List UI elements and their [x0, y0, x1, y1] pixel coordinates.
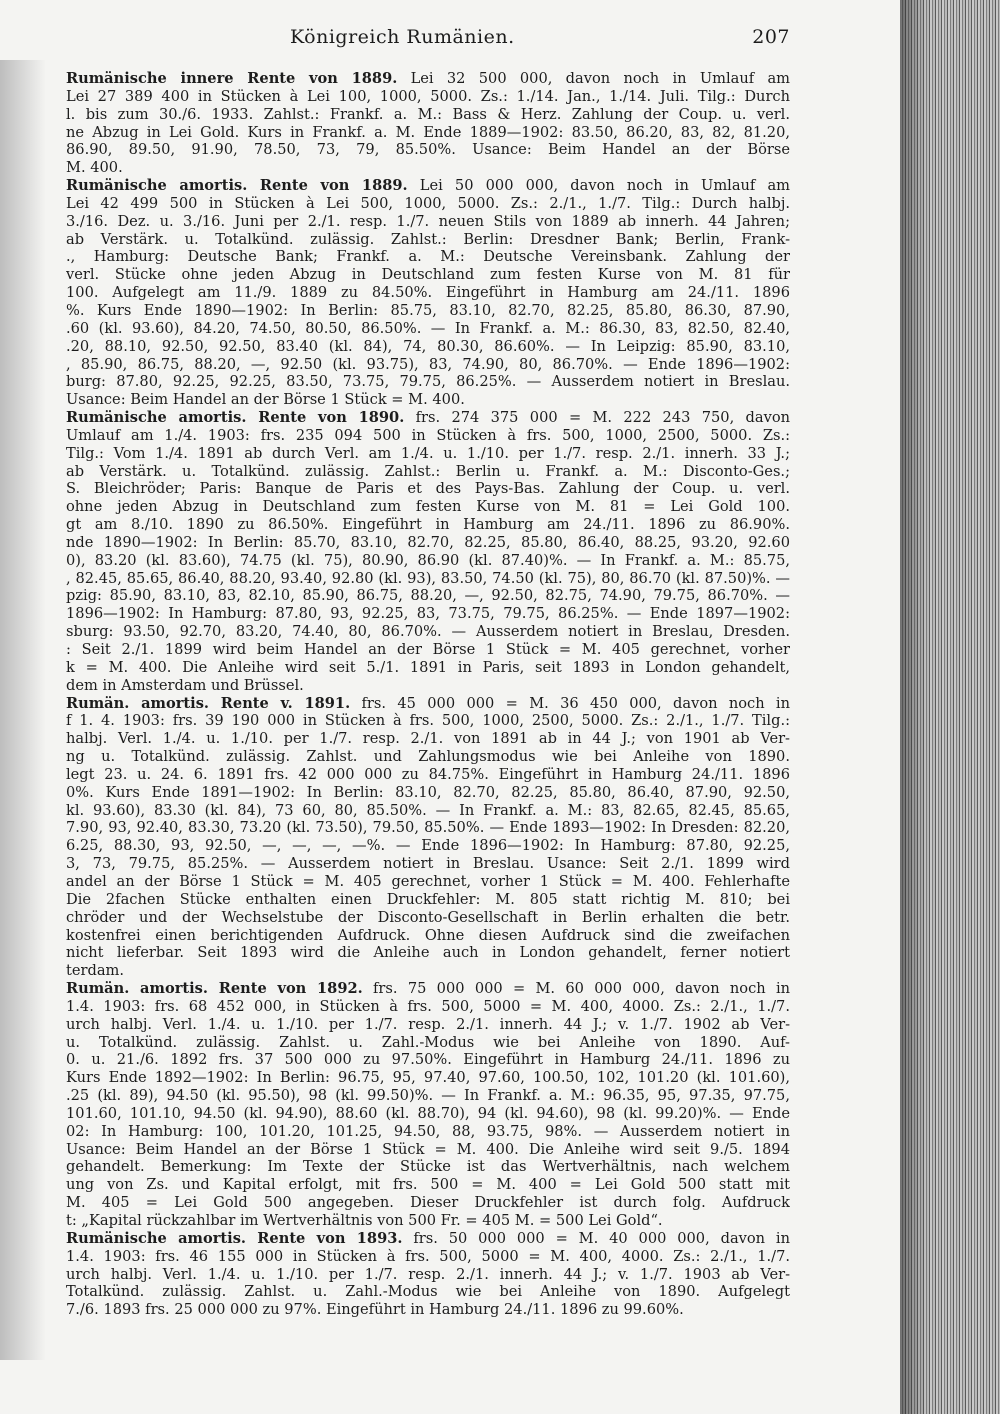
entry-text-line: 02: In Hamburg: 100, 101.20, 101.25, 94.50, 88, 93.75, 98%. — Ausserdem notiert in [66, 1122, 790, 1140]
entry-text-line: urch halbj. Verl. 1./4. u. 1./10. per 1./7. resp. 2./1. innerh. 44 J.; v. 1./7. 1903 ab Ver- [66, 1265, 790, 1283]
entry-text-line: 101.60, 101.10, 94.50 (kl. 94.90), 88.60 (kl. 88.70), 94 (kl. 94.60), 98 (kl. 99.20)%. — Ende [66, 1104, 790, 1122]
entry-text: Lei 32 500 000, davon noch in Umlauf am [410, 70, 790, 87]
page-number: 207 [752, 26, 790, 48]
entry-text-line: l. bis zum 30./6. 1933. Zahlst.: Frankf. a. M.: Bass & Herz. Zahlung der Coup. u. verl. [66, 105, 790, 123]
entry-text-line: ohne jeden Abzug in Deutschland zum festen Kurse von M. 81 = Lei Gold 100. [66, 498, 790, 516]
entry-text-line: 7./6. 1893 frs. 25 000 000 zu 97%. Eingeführt in Hamburg 24./11. 1896 zu 99.60%. [66, 1301, 684, 1319]
entry-text-line: 0), 83.20 (kl. 83.60), 74.75 (kl. 75), 80.90, 86.90 (kl. 87.40)%. — In Frankf. a. M.: 85.75, [66, 551, 790, 569]
entry-text-line: .60 (kl. 93.60), 84.20, 74.50, 80.50, 86.50%. — In Frankf. a. M.: 86.30, 83, 82.50, 82.40, [66, 319, 790, 337]
entry-heading: Rumänische amortis. Rente von 1893. [66, 1229, 403, 1247]
entry-text-line: ab Verstärk. u. Totalkünd. zulässig. Zahlst.: Berlin u. Frankf. a. M.: Disconto-Ges.; [66, 462, 790, 480]
entry-text-line: : Seit 2./1. 1899 wird beim Handel an der Börse 1 Stück = M. 405 gerechnet, vorher [66, 641, 790, 658]
entry-text-line: M. 405 = Lei Gold 500 angegeben. Dieser Druckfehler ist durch folg. Aufdruck [66, 1194, 790, 1212]
bond-entry [66, 1230, 790, 1319]
entry-text-line: sburg: 93.50, 92.70, 83.20, 74.40, 80, 86.70%. — Ausserdem notiert in Breslau, Dresden. [66, 623, 790, 641]
entry-text-line: terdam. [66, 962, 124, 980]
entry-text-line: u. Totalkünd. zulässig. Zahlst. u. Zahl.-Modus wie bei Anleihe von 1890. Auf- [66, 1033, 790, 1051]
entry-text-line: t: „Kapital rückzahlbar im Wertverhältnis von 500 Fr. = 405 M. = 500 Lei Gold“. [66, 1212, 663, 1229]
entry-text-line: 1896—1902: In Hamburg: 87.80, 93, 92.25, 83, 73.75, 79.75, 86.25%. — Ende 1897—1902: [66, 605, 790, 623]
entry-text-line: Usance: Beim Handel an der Börse 1 Stück = M. 400. Die Anleihe wird seit 9./5. 1894 [66, 1140, 790, 1158]
running-title: Königreich Rumänien. [290, 26, 515, 48]
entry-heading: Rumänische amortis. Rente von 1890. [66, 409, 405, 427]
entry-heading: Rumänische innere Rente von 1889. [66, 70, 398, 87]
entry-text-line: k = M. 400. Die Anleihe wird seit 5./1. 1891 in Paris, seit 1893 in London gehandelt, [66, 658, 790, 676]
entry-text-line: chröder und der Wechselstube der Disconto-Gesellschaft in Berlin erhalten die betr. [66, 908, 790, 926]
entry-text-line: Usance: Beim Handel an der Börse 1 Stück = M. 400. [66, 391, 465, 409]
entry-text-line: halbj. Verl. 1./4. u. 1./10. per 1./7. resp. 2./1. von 1891 ab in 44 J.; von 1901 ab Ver- [66, 730, 790, 748]
entry-text-line: 0. u. 21./6. 1892 frs. 37 500 000 zu 97.50%. Eingeführt in Hamburg 24./11. 1896 zu [66, 1051, 790, 1069]
entry-text-line: , 85.90, 86.75, 88.20, —, 92.50 (kl. 93.75), 83, 74.90, 80, 86.70%. — Ende 1896—1902: [66, 355, 790, 373]
entry-text-line: kl. 93.60), 83.30 (kl. 84), 73 60, 80, 85.50%. — In Frankf. a. M.: 83, 82.65, 82.45, 85.65, [66, 801, 790, 819]
entry-text-line: gehandelt. Bemerkung: Im Texte der Stücke ist das Wertverhältnis, nach welchem [66, 1158, 790, 1176]
entry-text-line: Totalkünd. zulässig. Zahlst. u. Zahl.-Modus wie bei Anleihe von 1890. Aufgelegt [66, 1283, 790, 1301]
entry-text-line: 1.4. 1903: frs. 46 155 000 in Stücken à frs. 500, 5000 = M. 400, 4000. Zs.: 2./1., 1./7. [66, 1247, 790, 1265]
entry-text: frs. 45 000 000 = M. 36 450 000, davon noch in [361, 694, 790, 712]
page-body [66, 70, 790, 1319]
entry-text-line: Tilg.: Vom 1./4. 1891 ab durch Verl. am 1./4. u. 1./10. per 1./7. resp. 2./1. innerh. 33 J.; [66, 444, 790, 462]
entry-text-line: 0%. Kurs Ende 1891—1902: In Berlin: 83.10, 82.70, 82.25, 85.80, 86.40, 87.90, 92.50, [66, 783, 790, 801]
binding-gutter-shadow [0, 60, 46, 1360]
entry-text-line: verl. Stücke ohne jeden Abzug in Deutschland zum festen Kurse von M. 81 für [66, 266, 790, 284]
entry-first-line [66, 177, 790, 195]
entry-text-line: 1.4. 1903: frs. 68 452 000, in Stücken à frs. 500, 5000 = M. 400, 4000. Zs.: 2./1., 1./7. [66, 997, 790, 1015]
entry-heading: Rumän. amortis. Rente v. 1891. [66, 694, 351, 712]
entry-heading: Rumänische amortis. Rente von 1889. [66, 177, 408, 195]
entry-text-line: burg: 87.80, 92.25, 92.25, 83.50, 73.75, 79.75, 86.25%. — Ausserdem notiert in Breslau. [66, 373, 790, 391]
entry-text-line: gt am 8./10. 1890 zu 86.50%. Eingeführt in Hamburg am 24./11. 1896 zu 86.90%. [66, 516, 790, 534]
entry-text-line: nicht lieferbar. Seit 1893 wird die Anleihe auch in London gehandelt, ferner notiert [66, 944, 790, 962]
entry-text-line: M. 400. [66, 159, 123, 177]
entry-text-line: Kurs Ende 1892—1902: In Berlin: 96.75, 95, 97.40, 97.60, 100.50, 102, 101.20 (kl. 101.60), [66, 1069, 790, 1087]
entry-text-line: 100. Aufgelegt am 11./9. 1889 zu 84.50%. Eingeführt in Hamburg am 24./11. 1896 [66, 284, 790, 302]
bond-entry [66, 70, 790, 177]
entry-text-line: f 1. 4. 1903: frs. 39 190 000 in Stücken à frs. 500, 1000, 2500, 5000. Zs.: 2./1., 1./7. Tilg.: [66, 712, 790, 730]
entry-text-line: S. Bleichröder; Paris: Banque de Paris et des Pays-Bas. Zahlung der Coup. u. verl. [66, 480, 790, 498]
entry-text-line: , 82.45, 85.65, 86.40, 88.20, 93.40, 92.80 (kl. 93), 83.50, 74.50 (kl. 75), 80, 86.70 (kl. 87.50)%. — [66, 569, 790, 587]
bond-entry [66, 980, 790, 1230]
entry-text-line: Die 2fachen Stücke enthalten einen Druckfehler: M. 805 statt richtig M. 810; bei [66, 890, 790, 908]
entry-text: frs. 274 375 000 = M. 222 243 750, davon [415, 409, 790, 427]
entry-text: frs. 50 000 000 = M. 40 000 000, davon in [413, 1229, 790, 1247]
entry-text-line: ne Abzug in Lei Gold. Kurs in Frankf. a. M. Ende 1889—1902: 83.50, 86.20, 83, 82, 81.20, [66, 123, 790, 141]
entry-text-line: kostenfrei einen berichtigenden Aufdruck. Ohne diesen Aufdruck sind die zweifachen [66, 926, 790, 944]
entry-text-line: 3./16. Dez. u. 3./16. Juni per 2./1. resp. 1./7. neuen Stils von 1889 ab innerh. 44 Jahren; [66, 212, 790, 230]
entry-text-line: .20, 88.10, 92.50, 92.50, 83.40 (kl. 84), 74, 80.30, 86.60%. — In Leipzig: 85.90, 83.10, [66, 337, 790, 355]
entry-text-line: 3, 73, 79.75, 85.25%. — Ausserdem notiert in Breslau. Usance: Seit 2./1. 1899 wird [66, 855, 790, 873]
entry-text-line: andel an der Börse 1 Stück = M. 405 gerechnet, vorher 1 Stück = M. 400. Fehlerhafte [66, 872, 790, 890]
entry-text-line: 86.90, 89.50, 91.90, 78.50, 73, 79, 85.50%. Usance: Beim Handel an der Börse [66, 141, 790, 159]
entry-text-line: Lei 42 499 500 in Stücken à Lei 500, 1000, 5000. Zs.: 2./1., 1./7. Tilg.: Durch halbj. [66, 194, 790, 212]
entry-first-line [66, 70, 790, 88]
entry-text-line: legt 23. u. 24. 6. 1891 frs. 42 000 000 zu 84.75%. Eingeführt in Hamburg 24./11. 1896 [66, 765, 790, 783]
entry-text-line: 7.90, 93, 92.40, 83.30, 73.20 (kl. 73.50), 79.50, 85.50%. — Ende 1893—1902: In Dresden: 82.20, [66, 819, 790, 837]
entry-first-line [66, 980, 790, 998]
entry-heading: Rumän. amortis. Rente von 1892. [66, 980, 363, 998]
entry-text-line: Lei 27 389 400 in Stücken à Lei 100, 1000, 5000. Zs.: 1./14. Jan., 1./14. Juli. Tilg.: Durch [66, 87, 790, 105]
entry-text-line: ., Hamburg: Deutsche Bank; Frankf. a. M.: Deutsche Vereinsbank. Zahlung der [66, 248, 790, 266]
entry-text-line: ung von Zs. und Kapital erfolgt, mit frs. 500 = M. 400 = Lei Gold 500 statt mit [66, 1176, 790, 1194]
page-stack-edge [900, 0, 1000, 1414]
entry-first-line [66, 1230, 790, 1248]
entry-text: Lei 50 000 000, davon noch in Umlauf am [419, 177, 790, 195]
entry-text-line: %. Kurs Ende 1890—1902: In Berlin: 85.75, 83.10, 82.70, 82.25, 85.80, 86.30, 87.90, [66, 301, 790, 319]
entry-text-line: 6.25, 88.30, 93, 92.50, —, —, —, —%. — Ende 1896—1902: In Hamburg: 87.80, 92.25, [66, 837, 790, 855]
entry-text-line: dem in Amsterdam und Brüssel. [66, 676, 304, 694]
entry-text: frs. 75 000 000 = M. 60 000 000, davon noch in [373, 980, 790, 998]
entry-text-line: urch halbj. Verl. 1./4. u. 1./10. per 1./7. resp. 2./1. innerh. 44 J.; v. 1./7. 1902 ab Ver- [66, 1015, 790, 1033]
bond-entry [66, 409, 790, 695]
bond-entry [66, 695, 790, 981]
entry-text-line: ab Verstärk. u. Totalkünd. zulässig. Zahlst.: Berlin: Dresdner Bank; Berlin, Frank- [66, 230, 790, 248]
entry-text-line: .25 (kl. 89), 94.50 (kl. 95.50), 98 (kl. 99.50)%. — In Frankf. a. M.: 96.35, 95, 97.35, 97.75, [66, 1087, 790, 1105]
bond-entry [66, 177, 790, 409]
entry-first-line [66, 695, 790, 713]
entry-text-line: nde 1890—1902: In Berlin: 85.70, 83.10, 82.70, 82.25, 85.80, 86.40, 88.25, 93.20, 92.60 [66, 533, 790, 551]
entry-text-line: Umlauf am 1./4. 1903: frs. 235 094 500 in Stücken à frs. 500, 1000, 2500, 5000. Zs.: [66, 426, 790, 444]
entry-text-line: pzig: 85.90, 83.10, 83, 82.10, 85.90, 86.75, 88.20, —, 92.50, 82.75, 74.90, 79.75, 86.70%. — [66, 587, 790, 605]
entry-text-line: ng u. Totalkünd. zulässig. Zahlst. und Zahlungsmodus wie bei Anleihe von 1890. [66, 748, 790, 766]
entry-first-line [66, 409, 790, 427]
